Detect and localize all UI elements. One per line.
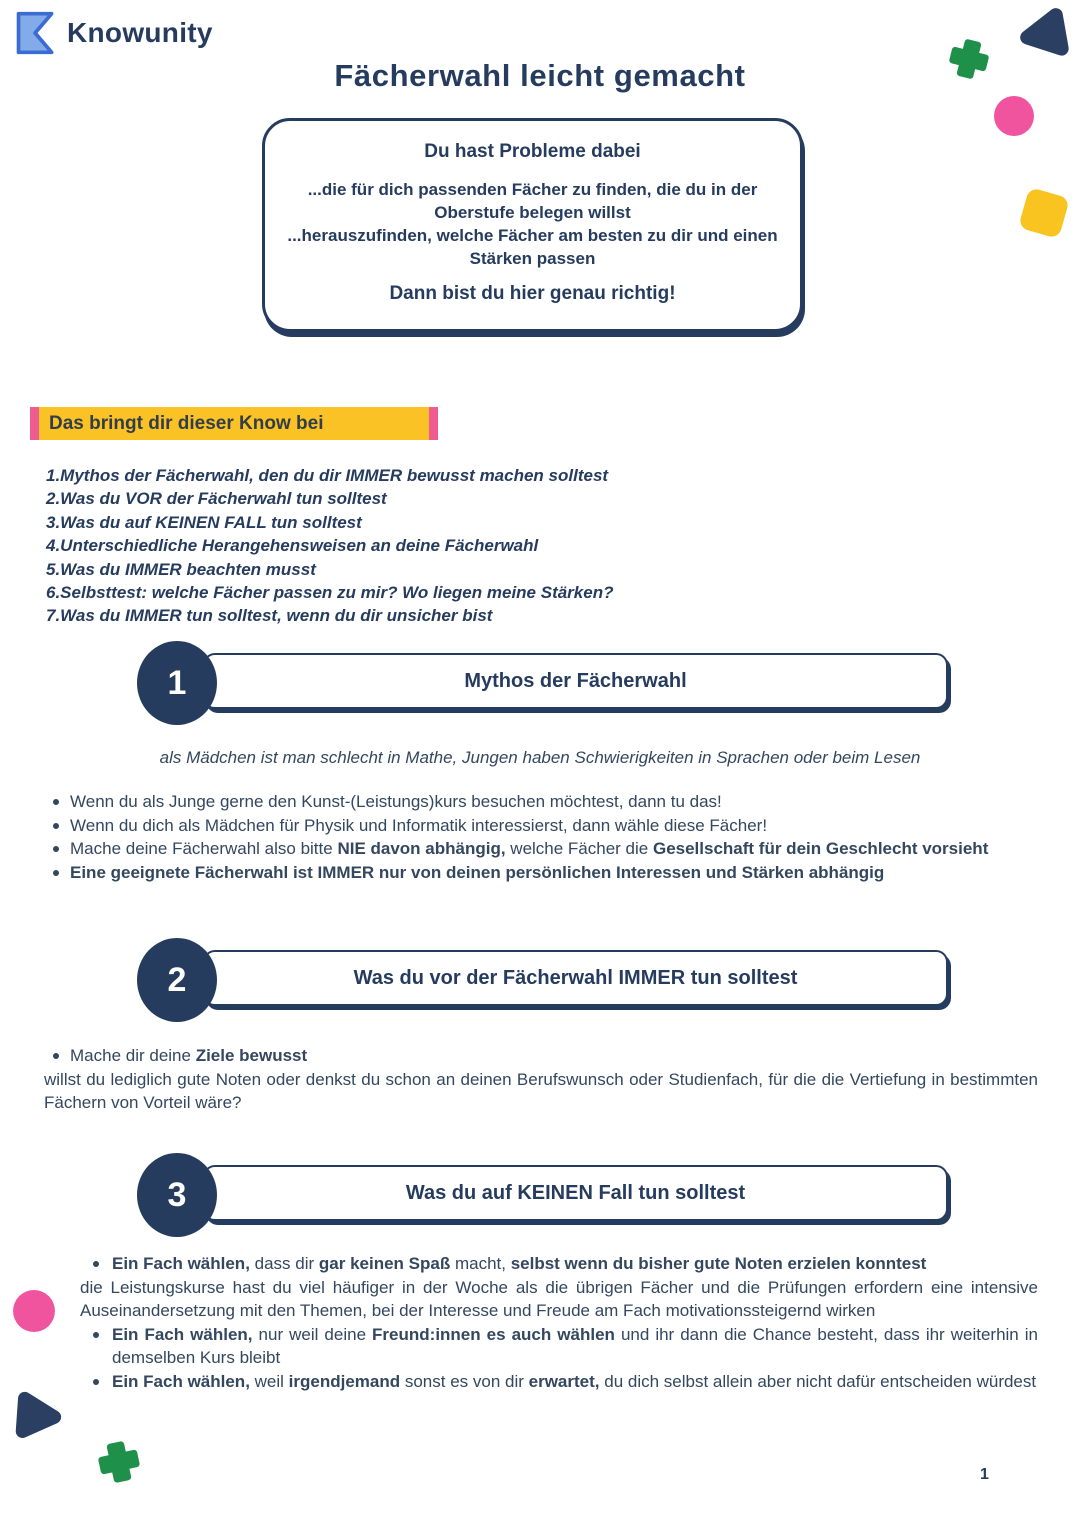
page-number: 1 [980, 1466, 989, 1483]
section-subtitle: als Mädchen ist man schlecht in Mathe, Jungen haben Schwierigkeiten in Sprachen oder beim Lesen [159, 748, 921, 767]
banner-accent-left [30, 407, 39, 440]
toc-item: 7.Was du IMMER tun solltest, wenn du dir unsicher bist [46, 606, 493, 626]
section-content [44, 790, 1040, 884]
section-title-box [203, 950, 948, 1006]
brand-name: Knowunity [67, 17, 213, 48]
section-number-badge: 2 [137, 938, 217, 1022]
circle-icon [12, 1289, 56, 1333]
section-title: Was du vor der Fächerwahl IMMER tun solltest [353, 966, 798, 989]
bullet-item: Wenn du dich als Mädchen für Physik und Informatik interessierst, dann wähle diese Fächer! [44, 814, 1040, 838]
section-content [44, 1044, 1038, 1115]
section-title: Was du auf KEINEN Fall tun solltest [405, 1181, 746, 1204]
section-title-box [203, 653, 948, 709]
section-title: Mythos der Fächerwahl [464, 669, 687, 692]
triangle-icon [10, 1388, 67, 1444]
intro-line: ...herauszufinden, welche Fächer am besten zu dir und einen Stärken passen [287, 226, 778, 268]
intro-heading: Du hast Probleme dabei [424, 141, 641, 162]
bullet-item: Wenn du als Junge gerne den Kunst-(Leistungs)kurs besuchen möchtest, dann tu das! [44, 790, 1040, 814]
square-icon [1017, 186, 1071, 240]
toc-banner [30, 407, 438, 440]
plus-icon [93, 1436, 145, 1488]
toc-item: 1.Mythos der Fächerwahl, den du dir IMMER bewusst machen solltest [46, 466, 609, 485]
bullet-item: Ein Fach wählen, nur weil deine Freund:innen es auch wählen und ihr dann die Chance besteht, dass ihr weiterhin in demselben Kurs bleibt [80, 1323, 1038, 1370]
page-title: Fächerwahl leicht gemacht [334, 58, 746, 93]
toc-list [46, 464, 613, 628]
section-content [80, 1252, 1038, 1393]
intro-box [262, 118, 803, 332]
section-title-box [203, 1165, 948, 1221]
toc-item: 5.Was du IMMER beachten musst [46, 559, 316, 579]
toc-item: 4.Unterschiedliche Herangehensweisen an deine Fächerwahl [46, 536, 539, 556]
paragraph: willst du lediglich gute Noten oder denkst du schon an deinen Berufswunsch oder Studienfach, für die die Vertiefung in bestimmten Fächern von Vorteil wäre? [44, 1069, 1038, 1112]
bullet-item: Mache dir deine Ziele bewusst [44, 1044, 1038, 1068]
intro-line: ...die für dich passenden Fächer zu finden, die du in der Oberstufe belegen willst [307, 180, 758, 222]
section-number-badge: 3 [137, 1153, 217, 1237]
bullet-item: Eine geeignete Fächerwahl ist IMMER nur von deinen persönlichen Interessen und Stärken abhängig [44, 861, 1040, 885]
toc-item: 2.Was du VOR der Fächerwahl tun solltest [46, 489, 387, 509]
paragraph: die Leistungskurse hast du viel häufiger in der Woche als die übrigen Fächer und die Prüfungen erfordern eine intensive Auseinandersetzung mit den Themen, bei der Interesse und Freude am Fach motivationssteigernd wirken [80, 1277, 1038, 1320]
toc-item: 6.Selbsttest: welche Fächer passen zu mir? Wo liegen meine Stärken? [46, 583, 614, 603]
section-number-badge: 1 [137, 641, 217, 725]
bullet-item: Ein Fach wählen, dass dir gar keinen Spaß macht, selbst wenn du bisher gute Noten erzielen konntest [80, 1252, 1038, 1276]
bullet-item: Mache deine Fächerwahl also bitte NIE davon abhängig, welche Fächer die Gesellschaft für dein Geschlecht vorsieht [44, 837, 1040, 861]
intro-closing: Dann bist du hier genau richtig! [389, 283, 676, 304]
toc-item: 3.Was du auf KEINEN FALL tun solltest [46, 512, 362, 532]
banner-accent-right [429, 407, 438, 440]
knowunity-icon [14, 10, 58, 56]
banner-title: Das bringt dir dieser Know bei [49, 412, 324, 434]
brand-logo [14, 10, 213, 56]
bullet-item: Ein Fach wählen, weil irgendjemand sonst es von dir erwartet, du dich selbst allein aber nicht dafür entscheiden würdest [80, 1370, 1038, 1394]
circle-icon [993, 95, 1035, 137]
